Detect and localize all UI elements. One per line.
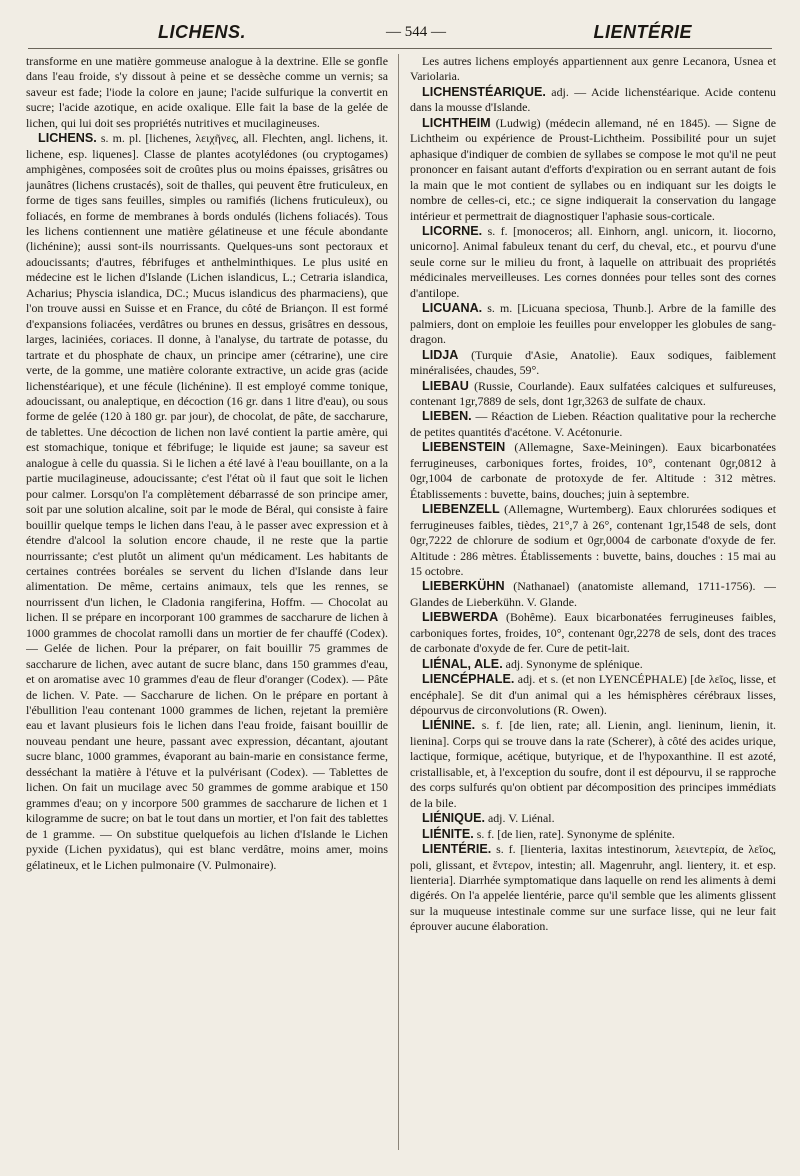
headword: LIÉNITE. <box>422 826 474 841</box>
header-right-title: LIENTÉRIE <box>593 22 692 42</box>
headword: LICUANA. <box>422 301 483 316</box>
headword: LIÉNAL, ALE. <box>422 656 503 671</box>
entry-body: — Réaction de Lieben. Réaction qualitative pour la recherche de petites quantités d'acétone. V. Acétonurie. <box>410 409 776 439</box>
entry-body: s. m. pl. [lichenes, λειχῆνες, all. Flechten, angl. lichens, it. lichene, esp. liquenes]. Classe de plantes acotylédones (ou cryptogames) amphigènes, composées soit de croûtes plus ou moins épaisses, grisâtres ou jaunâtres (lichens crustacés), soit de thalles, qui peuvent être fruticuleux, en forme de tiges sans feuilles, simples ou ramifiés (lichens fruticuleux), ou foliacés, en forme de membranes à bords ondulés (lichens foliacés). Tous les lichens contiennent une matière gélatineuse et une fécule abondante (lichénine); aussi sont-ils nourrissants. Quelques-uns sont pectoraux et adoucissants; d'autres, fébrifuges et anthelminthiques. Le plus usité en médecine est le lichen d'Islande (Lichen islandicus, L.; Cetraria islandica, Acharius; Physcia islandica, DC.; Mucus islandicus des pharmaciens), que l'on trouve aussi en Suisse et en France, du côté de Briançon. Il est formé d'expansions foliacées, verdâtres ou brunes en dessus, grisâtres en dessous, larges, laciniées, coriaces. Il donne, à l'analyse, du tartrate de potasse, du tartrate et du phosphate de chaux, un principe amer (cétrarine), une cire verte, de la gomme, une matière colorante extractive, un acide gras (acide lichenstéarique), et une fécule (lichénine). Il est employé comme tonique, adoucissant, ou analeptique, en décoction (16 gr. dans 1 litre d'eau), ou sous forme de gelée (120 à 180 gr. par jour), de chocolat, de pâte, de saccharure, de tablettes. Une décoction de lichen non lavé contient la partie amère, qui est stomachique, tonique et fébrifuge; le liquide est jaune; sa saveur est analogue à celle du quassia. Si le lichen a été lavé à l'eau bouillante, on a la partie mucilagineuse, adoucissante; c'est l'état où il faut que soit le lichen pour calmer. Lorsqu'on l'a complètement débarrassé de son principe amer, soit par une solution alcaline, soit par le mode de Béral, qui consiste à faire bouillir quelque temps le lichen dans l'eau, à le passer avec expression et à étendre d'alcool la solution encore chaude, il ne reste que la partie nourrissante; c'est plutôt un aliment qu'un médicament. Les habitants de certaines contrées boréales se servent du lichen d'Islande dans leur alimentation. De même, certains animaux, tels que les rennes, se nourrissent d'un lichen, le Cladonia rangiferina, Hoffm. — Chocolat au lichen. Il se prépare en incorporant 100 grammes de saccharure de lichen à 1000 grammes de chocolat ramolli dans un mortier de fer chauffé (Codex). — Gelée de lichen. Pour la préparer, on fait bouillir 75 grammes de saccharure de lichen, avec autant de sucre blanc, dans 150 grammes d'eau, et on aromatise avec 10 grammes d'eau de fleur d'oranger (Codex). — Pâte de lichen. V. Pate. — Saccharure de lichen. On le prépare en portant à l'ébullition l'eau contenant 1000 grammes de lichen, rejetant la première eau et lavant plusieurs fois le lichen dans l'eau froide, faisant bouillir de nouveau pendant une heure, passant avec expression, décantant, ajoutant sucre blanc, 1000 grammes, évaporant au bain-marie en consistance ferme, desséchant la matière à l'étuve et la pulvérisant (Codex). — Tablettes de lichen. On fait un mucilage avec 50 grammes de gomme arabique et 150 grammes d'eau; on y incorpore 500 grammes de saccharure de lichen et 1 kilogramme de sucre; on bat le tout dans un mortier, et l'on fait des tablettes de 1 gramme. — On substitue quelquefois au lichen d'Islande le Lichen pyxide (Lichen pyxidatus), qui est blanc verdâtre, moins amer, moins gélatineux, et le Lichen pulmonaire (V. Pulmonaire). <box>26 131 388 872</box>
entry-body: (Allemagne, Wurtemberg). Eaux chlorurées sodiques et ferrugineuses faibles, tièdes, 21°,7 à 26°, contenant 1gr,1548 de sels, dont 0gr,7222 de chlorure de sodium et 0gr,0004 de carbonate d'oxyde de fer. Altitude : 286 mètres. Établissements : buvette, bains, douches : 15 mai au 15 octobre. <box>410 502 776 578</box>
headword: LIEBERKÜHN <box>422 579 505 594</box>
entry-licuana <box>410 301 776 347</box>
entry-body: adj. V. Liénal. <box>484 811 555 826</box>
header-left-title: LICHENS. <box>158 22 247 42</box>
entry-body: (Allemagne, Saxe-Meiningen). Eaux bicarbonatées ferrugineuses, carboniques fortes, froides, 10°, contenant 0gr,0812 à 0gr,1004 de carbonate de protoxyde de fer. Altitude : 312 mètres. Établissements : buvette, bains, douches; juin à septembre. <box>410 440 776 501</box>
entry-lieberkuhn <box>410 579 776 610</box>
entry-liencephale <box>410 672 776 718</box>
entry-lichensteariique <box>410 85 776 116</box>
entry-licorne <box>410 224 776 301</box>
entry-body: (Bohême). Eaux bicarbonatées ferrugineuses faibles, carboniques fortes, froides, 10°, contenant 0gr,2278 de sels, dont des traces de carbonate d'oxyde de fer. Cure de petit-lait. <box>410 610 776 656</box>
page-header <box>28 18 772 49</box>
entry-body: adj. — Acide lichenstéarique. Acide contenu dans la mousse d'Islande. <box>410 84 776 115</box>
left-column <box>26 54 388 1154</box>
entry-body: s. f. [monoceros; all. Einhorn, angl. unicorn, it. liocorno, unicorno]. Animal fabuleux tenant du cerf, du cheval, etc., et pourvu d'une seule corne sur le milieu du front, à laquelle on attribuait des propriétés médicinales merveilleuses. Les cornes données pour telles sont des cornes d'antilope. <box>410 223 776 300</box>
entry-lienal <box>410 657 776 672</box>
headword: LIEBWERDA <box>422 610 499 625</box>
entry-body: s. m. [Licuana speciosa, Thunb.]. Arbre de la famille des palmiers, dont on emploie les feuilles pour envelopper les globules de sang-dragon. <box>410 301 776 347</box>
entry-body: adj. et s. (et non LYENCÉPHALE) [de λεῖος, lisse, et encéphale]. Se dit d'un animal qui a les hémisphères cérébraux lisses, dépourvus de circonvolutions (R. Owen). <box>410 672 776 718</box>
entry-liebwerda <box>410 610 776 656</box>
right-column <box>410 54 776 1154</box>
headword: LIENCÉPHALE. <box>422 672 515 687</box>
entry-body: s. f. [de lien, rate; all. Lienin, angl. lieninum, lienin, it. lienina]. Corps qui se trouve dans la rate (Scherer), à côté des acides urique, lactique, formique, acétique, butyrique, et de l'hypoxanthine. Il est azoté, cristallisable, et, à l'exception du soufre, dont il est dépourvu, il se rapproche des corps sulfurés qu'on obtient par décomposition des principes immédiats de la bile. <box>410 718 776 810</box>
entry-body: s. f. [de lien, rate]. Synonyme de splénite. <box>473 826 675 841</box>
headword: LIEBEN. <box>422 409 472 424</box>
headword: LICHENSTÉARIQUE. <box>422 84 546 99</box>
headword: LIÉNIQUE. <box>422 811 485 826</box>
headword: LICHENS. <box>38 131 97 146</box>
entry-lichtheim <box>410 116 776 224</box>
entry-body: adj. Synonyme de splénique. <box>502 656 643 671</box>
entry-lienite <box>410 827 776 842</box>
entry-lidja <box>410 348 776 379</box>
continued-paragraph: transforme en une matière gommeuse analogue à la dextrine. Elle se gonfle dans l'eau froide, s'y dissout à peine et se dessèche comme un vernis; sa saveur est fade; l'iode la colore en jaune; l'acide sulfurique la convertit en sucre; l'acide azotique, en acide oxalique. Elle fait la base de la gelée de lichen, qui lui doit ses propriétés nutritives et mucilagineuses. <box>26 54 388 130</box>
entry-lichens <box>26 131 388 873</box>
entry-lieben <box>410 409 776 440</box>
entry-liebenzell <box>410 502 776 579</box>
headword: LIEBENZELL <box>422 502 500 517</box>
headword: LIENTÉRIE. <box>422 842 492 857</box>
entry-lienterie <box>410 842 776 935</box>
entry-body: (Nathanael) (anatomiste allemand, 1711-1756). — Glandes de Lieberkühn. V. Glande. <box>410 579 776 609</box>
headword: LIEBENSTEIN <box>422 440 506 455</box>
entry-body: (Ludwig) (médecin allemand, né en 1845). — Signe de Lichtheim ou expérience de Proust-Lichtheim. Possibilité pour un sujet aphasique d'indiquer de combien de syllabes se compose le mot qu'il ne peut prononcer en faisant autant d'efforts d'expiration ou en serrant autant de fois la main que le mot contient de syllabes ou en indiquant sur les doigts le nombre de celles-ci, etc.; ce signe indiquerait la conservation du langage intérieur et permettrait de diagnostiquer l'aphasie sous-corticale. <box>410 115 776 223</box>
entry-body: (Turquie d'Asie, Anatolie). Eaux sodiques, faiblement minéralisées, chaudes, 59°. <box>410 347 776 378</box>
continued-paragraph: Les autres lichens employés appartiennent aux genre Lecanora, Usnea et Variolaria. <box>410 54 776 84</box>
page-number: — 544 — <box>386 24 446 40</box>
entry-body: s. f. [lienteria, laxitas intestinorum, λειεντερία, de λεῖος, poli, glissant, et ἔντερον, intestin; all. Magenruhr, angl. lientery, it. et esp. lienteria]. Diarrhée symptomatique dans laquelle on rend les aliments à demi digérés. On l'a appelée lientérie, parce qu'il semble que les aliments glissent sur la muqueuse intestinale comme sur une surface lisse, qui ne leur fait éprouver aucune élaboration. <box>410 842 776 934</box>
entry-liebenstein <box>410 440 776 502</box>
entry-liebau <box>410 379 776 410</box>
entry-body: (Russie, Courlande). Eaux sulfatées calciques et sulfureuses, contenant 1gr,7889 de sels, dont 1gr,3263 de sulfate de chaux. <box>410 378 776 408</box>
headword: LIDJA <box>422 347 459 362</box>
column-divider <box>398 54 399 1150</box>
entry-lienique <box>410 811 776 826</box>
headword: LICORNE. <box>422 223 483 238</box>
headword: LIÉNINE. <box>422 718 476 733</box>
entry-lienine <box>410 718 776 811</box>
headword: LIEBAU <box>422 378 469 393</box>
headword: LICHTHEIM <box>422 115 491 130</box>
